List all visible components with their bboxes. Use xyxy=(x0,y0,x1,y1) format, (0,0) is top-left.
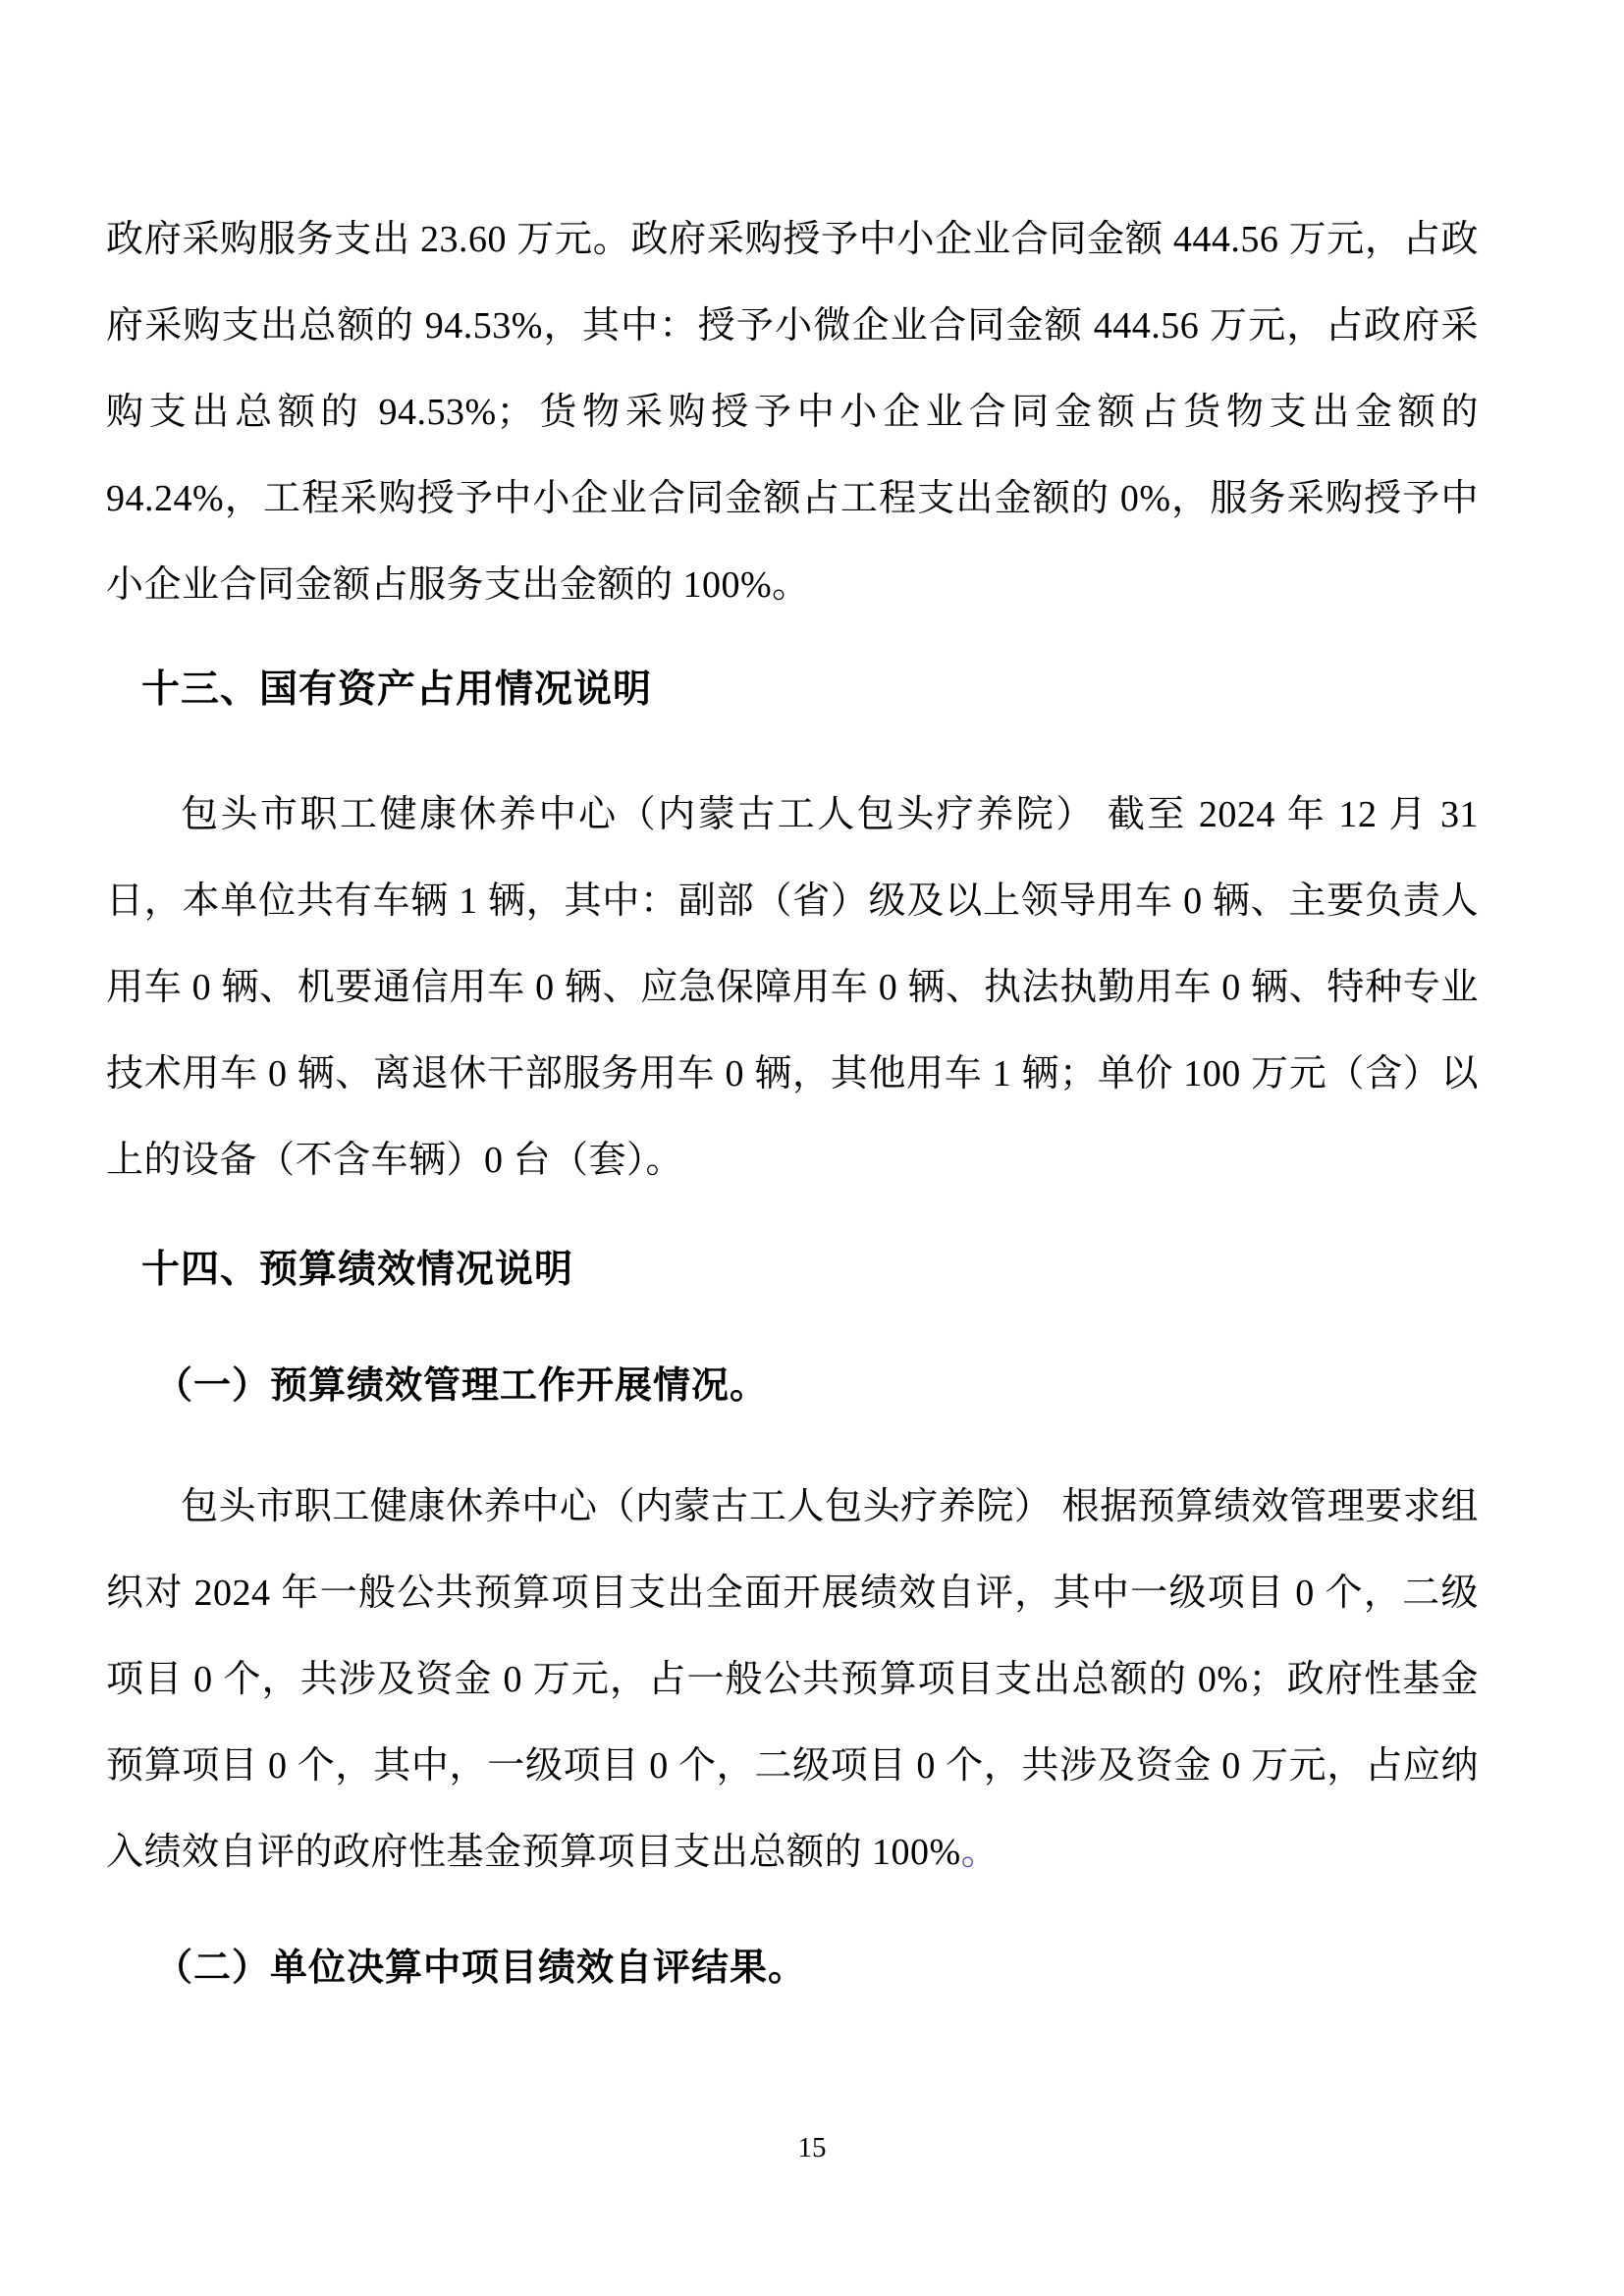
paragraph-procurement-summary: 政府采购服务支出 23.60 万元。政府采购授予中小企业合同金额 444.56 万元，占政府采购支出总额的 94.53%，其中：授予小微企业合同金额 444.56 万元，占政府采购支出总额的 94.53%；货物采购授予中小企业合同金额占货物支出金额的 94.24%，工程采购授予中小企业合同金额占工程支出金额的 0%，服务采购授予中小企业合同金额占服务支出金额的 100%。 xyxy=(106,219,1479,606)
page-number: 15 xyxy=(797,2132,827,2163)
paragraph-performance-evaluation xyxy=(106,1464,1479,1896)
subheading-self-evaluation-results: （二）单位决算中项目绩效自评结果。 xyxy=(155,1948,807,1989)
blue-period: 。 xyxy=(960,1832,1000,1873)
subheading-performance-management: （一）预算绩效管理工作开展情况。 xyxy=(155,1365,769,1407)
heading-section-14-budget-performance: 十四、预算绩效情况说明 xyxy=(141,1249,574,1291)
paragraph-state-assets: 包头市职工健康休养中心（内蒙古工人包头疗养院） 截至 2024 年 12 月 31 日，本单位共有车辆 1 辆，其中：副部（省）级及以上领导用车 0 辆、主要负责人用车 0 辆、机要通信用车 0 辆、应急保障用车 0 辆、执法执勤用车 0 辆、特种专业技术用车 0 辆、离退休干部服务用车 0 辆，其他用车 1 辆；单价 100 万元（含）以上的设备（不含车辆）0 台（套）。 xyxy=(106,794,1479,1181)
heading-section-13-state-assets: 十三、国有资产占用情况说明 xyxy=(141,668,653,711)
paragraph-performance-evaluation-text: 包头市职工健康休养中心（内蒙古工人包头疗养院） 根据预算绩效管理要求组织对 2024 年一般公共预算项目支出全面开展绩效自评，其中一级项目 0 个，二级项目 0 个，共涉及资金 0 万元，占一般公共预算项目支出总额的 0%；政府性基金预算项目 0 个，其中，一级项目 0 个，二级项目 0 个，共涉及资金 0 万元，占应纳入绩效自评的政府性基金预算项目支出总额的 100% xyxy=(106,1486,1479,1873)
